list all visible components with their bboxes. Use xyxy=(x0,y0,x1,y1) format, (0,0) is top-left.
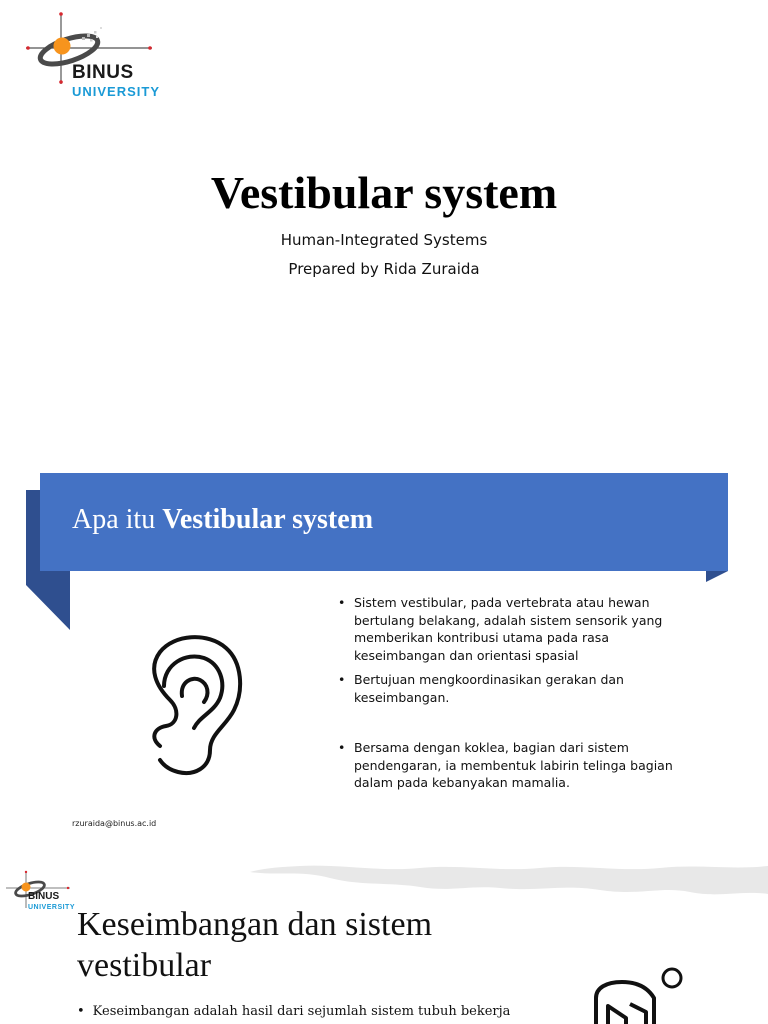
logo-subtitle: UNIVERSITY xyxy=(72,84,161,99)
list-item: • Bersama dengan koklea, bagian dari sistem pendengaran, ia membentuk labirin telinga bagian dalam pada kebanyakan mamalia. xyxy=(338,739,678,792)
slide-balance xyxy=(0,842,768,1024)
ear-icon xyxy=(130,630,250,780)
torn-paper-decoration xyxy=(0,842,768,902)
logo-subtitle: UNIVERSITY xyxy=(28,904,76,911)
list-item: • Sistem vestibular, pada vertebrata atau hewan bertulang belakang, adalah sistem sensorik yang memberikan kontribusi utama pada rasa keseimbangan dan orientasi spasial xyxy=(338,594,678,664)
definition-bullets xyxy=(338,594,678,792)
list-item: • Bertujuan mengkoordinasikan gerakan dan keseimbangan. xyxy=(338,671,678,706)
banner-title: Apa itu Vestibular system xyxy=(72,504,374,535)
logo-wordmark: BINUS xyxy=(72,62,134,83)
footer-email: rzuraida@binus.ac.id xyxy=(72,819,157,828)
logo-wordmark: BINUS xyxy=(28,891,60,902)
slide-title-heading: Vestibular system xyxy=(210,167,558,218)
slide-definition xyxy=(0,440,768,842)
slide-heading: Keseimbangan dan sistem vestibular xyxy=(77,906,433,984)
subtitle-course: Human-Integrated Systems xyxy=(280,231,488,249)
list-item: • Keseimbangan adalah hasil dari sejumlah sistem tubuh bekerja xyxy=(77,1004,511,1019)
slide-title xyxy=(0,0,768,440)
subtitle-author: Prepared by Rida Zuraida xyxy=(288,260,480,278)
person-balance-icon xyxy=(586,964,696,1024)
